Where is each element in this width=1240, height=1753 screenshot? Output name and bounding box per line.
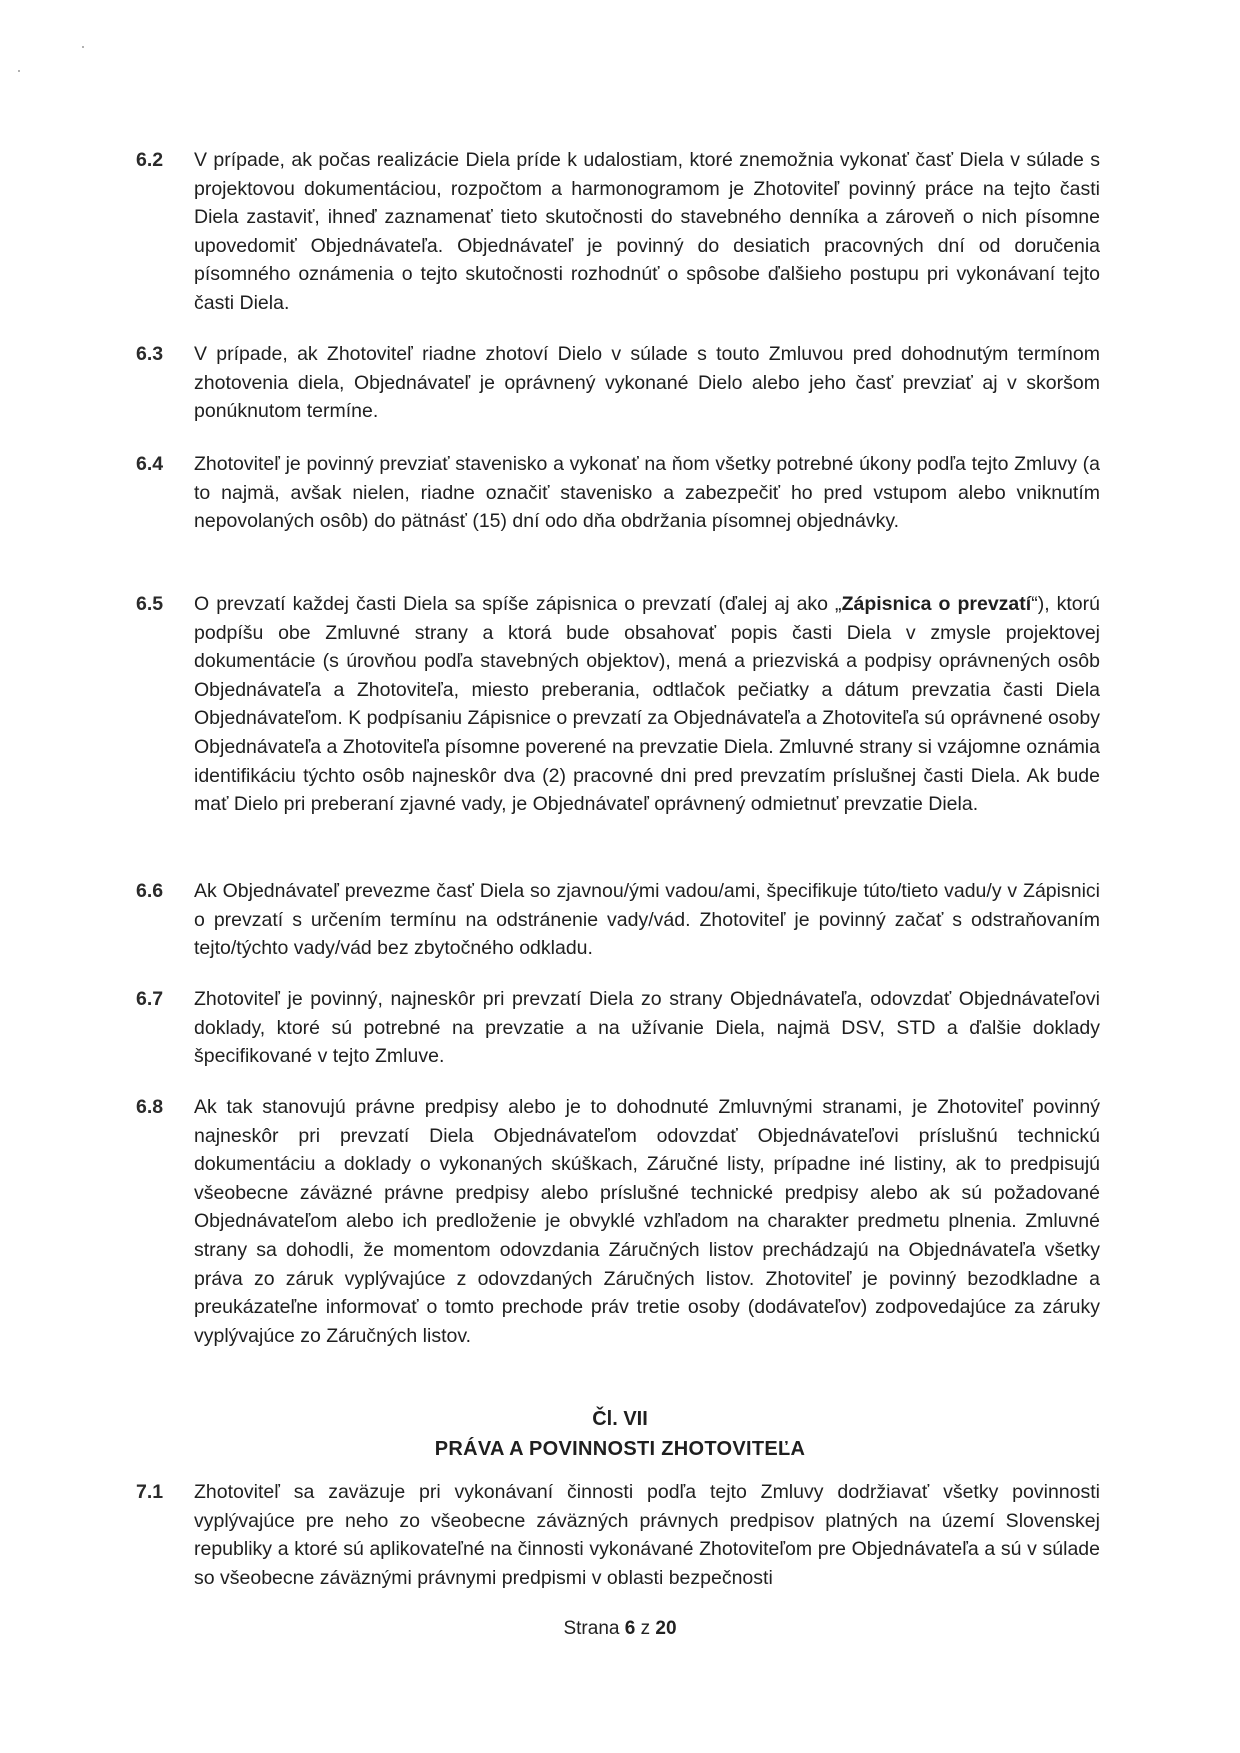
clause-number: 7.1	[136, 1481, 164, 1503]
clause-text	[194, 590, 1100, 819]
clause-text-start: O prevzatí každej časti Diela sa spíše zápisnica o prevzatí (ďalej aj ako „	[194, 593, 842, 615]
defined-term: Zápisnica o prevzatí	[841, 593, 1032, 615]
clause-text-rest: “), ktorú podpíšu obe Zmluvné strany a ktorá bude obsahovať popis časti Diela v zmysle projektovej dokumentácie (s úrovňou podľa stavebných objektov), mená a priezviská a podpisy oprávnených osôb Objednávateľa a Zhotoviteľa, miesto preberania, odtlačok pečiatky a dátum prevzatia časti Diela Objednávateľom. K podpísaniu Zápisnice o prevzatí za Objednávateľa a Zhotoviteľa sú oprávnené osoby Objednávateľa a Zhotoviteľa písomne poverené na prevzatie Diela. Zmluvné strany si vzájomne oznámia identifikáciu týchto osôb najneskôr dva (2) pracovné dni pred prevzatím príslušnej časti Diela. Ak bude mať Dielo pri preberaní zjavné vady, je Objednávateľ oprávnený odmietnuť prevzatie Diela.	[194, 593, 1100, 816]
clause-text: Zhotoviteľ sa zaväzuje pri vykonávaní činnosti podľa tejto Zmluvy dodržiavať všetky povinnosti vyplývajúce pre neho zo všeobecne záväzných právnych predpisov platných na území Slovenskej republiky a ktoré sú aplikovateľné na činnosti vykonávané Zhotoviteľom pre Objednávateľa a sú v súlade so všeobecne záväznými právnymi predpismi v oblasti bezpečnosti	[194, 1481, 1100, 1589]
clause-6-2	[136, 146, 1100, 318]
clause-text: V prípade, ak Zhotoviteľ riadne zhotoví Dielo v súlade s touto Zmluvou pred dohodnutým termínom zhotovenia diela, Objednávateľ je oprávnený vykonané Dielo alebo jeho časť prevziať aj v skoršom ponúknutom termíne.	[194, 343, 1100, 423]
scan-speck	[82, 46, 84, 48]
clause-number: 6.5	[136, 593, 164, 615]
clause-6-7	[136, 985, 1100, 1071]
clause-number: 6.7	[136, 988, 164, 1010]
footer-page-number: 6	[624, 1618, 636, 1639]
clause-text: Ak Objednávateľ prevezme časť Diela so zjavnou/ými vadou/ami, špecifikuje túto/tieto vadu/y v Zápisnici o prevzatí s určením termínu na odstránenie vady/vád. Zhotoviteľ je povinný začať s odstraňovaním tejto/týchto vady/vád bez zbytočného odkladu.	[194, 880, 1100, 960]
footer-separator: z	[640, 1618, 651, 1639]
clause-number: 6.3	[136, 343, 164, 365]
clause-text: V prípade, ak počas realizácie Diela príde k udalostiam, ktoré znemožnia vykonať časť Diela v súlade s projektovou dokumentáciou, rozpočtom a harmonogramom je Zhotoviteľ povinný práce na tejto časti Diela zastaviť, ihneď zaznamenať tieto skutočnosti do stavebného denníka a zároveň o nich písomne upovedomiť Objednávateľa. Objednávateľ je povinný do desiatich pracovných dní od doručenia písomného oznámenia o tejto skutočnosti rozhodnúť o spôsobe ďalšieho postupu pri vykonávaní tejto časti Diela.	[194, 149, 1100, 314]
clause-number: 6.2	[136, 149, 164, 171]
clause-6-5	[136, 590, 1100, 819]
footer-prefix: Strana	[563, 1618, 620, 1639]
footer-page-total: 20	[655, 1618, 677, 1639]
clause-6-8	[136, 1093, 1100, 1350]
clause-6-4	[136, 450, 1100, 536]
clause-number: 6.6	[136, 880, 164, 902]
clause-text: Ak tak stanovujú právne predpisy alebo je to dohodnuté Zmluvnými stranami, je Zhotoviteľ povinný najneskôr pri prevzatí Diela Objednávateľom odovzdať Objednávateľovi príslušnú technickú dokumentáciu a doklady o vykonaných skúškach, Záručné listy, prípadne iné listiny, ak to predpisujú všeobecne záväzné právne predpisy alebo príslušné technické predpisy alebo ak sú požadované Objednávateľom alebo ich predloženie je obvyklé vzhľadom na charakter predmetu plnenia. Zmluvné strany sa dohodli, že momentom odovzdania Záručných listov prechádzajú na Objednávateľa všetky práva zo záruk vyplývajúce z odovzdaných Záručných listov. Zhotoviteľ je povinný bezodkladne a preukázateľne informovať o tomto prechode práv tretie osoby (dodávateľov) zodpovedajúce za záruky vyplývajúce zo Záručných listov.	[194, 1096, 1100, 1347]
clause-number: 6.4	[136, 453, 164, 475]
clause-7-1	[136, 1478, 1100, 1592]
clause-6-6	[136, 877, 1100, 963]
clause-6-3	[136, 340, 1100, 426]
page-footer	[0, 1618, 1240, 1640]
clause-number: 6.8	[136, 1096, 164, 1118]
scan-speck	[18, 70, 20, 72]
section-title: PRÁVA A POVINNOSTI ZHOTOVITEĽA	[434, 1438, 806, 1460]
section-number: Čl. VII	[592, 1408, 648, 1430]
clause-text: Zhotoviteľ je povinný prevziať stavenisko a vykonať na ňom všetky potrebné úkony podľa tejto Zmluvy (a to najmä, avšak nielen, riadne označiť stavenisko a zabezpečiť ho pred vstupom alebo vniknutím nepovolaných osôb) do pätnásť (15) dní odo dňa obdržania písomnej objednávky.	[194, 453, 1100, 533]
clause-text: Zhotoviteľ je povinný, najneskôr pri prevzatí Diela zo strany Objednávateľa, odovzdať Objednávateľovi doklady, ktoré sú potrebné na prevzatie a na užívanie Diela, najmä DSV, STD a ďalšie doklady špecifikované v tejto Zmluve.	[194, 988, 1100, 1068]
